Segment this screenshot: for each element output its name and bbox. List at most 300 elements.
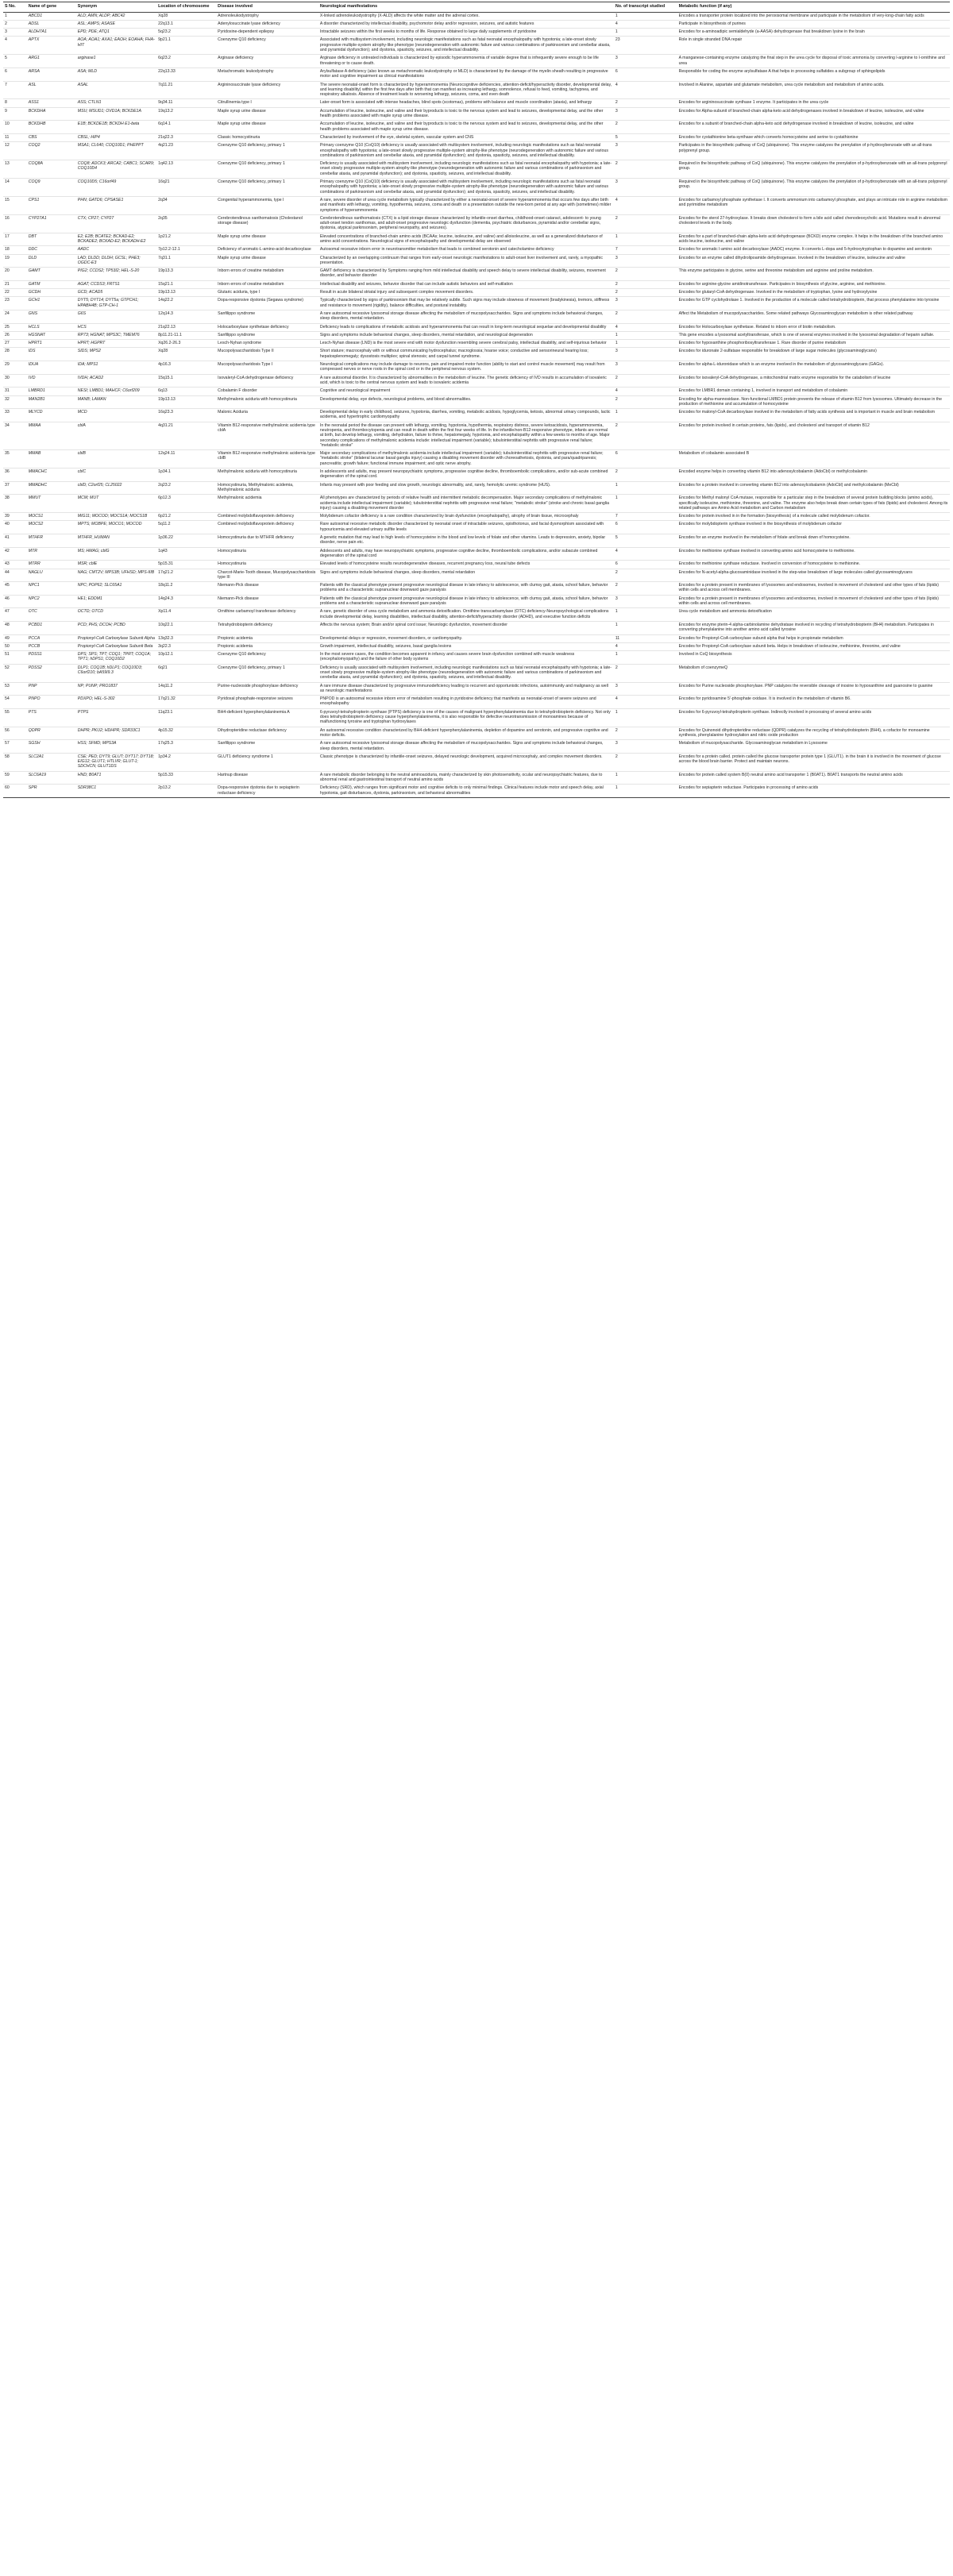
cell-function: Encodes for cystathionine beta-synthase which converts homocysteine and serine to cystathionine bbox=[677, 133, 950, 141]
cell-disease: Inborn errors of creatine metabolism bbox=[216, 280, 318, 288]
cell-disease: Sanfilippo syndrome bbox=[216, 310, 318, 323]
cell-gene: MLYCD bbox=[27, 409, 76, 422]
header-location: Location of chromosome bbox=[156, 2, 216, 13]
table-row bbox=[3, 121, 950, 134]
table-row bbox=[3, 664, 950, 682]
cell-neuro: PNPOD is an autosomal recessive inborn error of metabolism resulting in pyridoxine deficiency that manifests as neonatal-onset of severe seizures and encephalopathy bbox=[318, 696, 614, 709]
cell-transcripts: 2 bbox=[614, 214, 677, 233]
cell-transcripts: 6 bbox=[614, 521, 677, 534]
table-row bbox=[3, 268, 950, 281]
cell-function: Encodes for a part of branched-chain alpha-keto acid dehydrogenase (BCKD) enzyme complex. It helps in the breakdown of the branched amino acids leucine, isoleucine, and valine bbox=[677, 233, 950, 246]
cell-disease: Coenzyme Q10 deficiency bbox=[216, 37, 318, 55]
cell-gene: PNPO bbox=[27, 696, 76, 709]
cell-function: This gene encodes a lysosomal acetyltransferase, which is one of several enzymes involved in the lysosomal degradation of heparin sulfate. bbox=[677, 331, 950, 339]
cell-synonym: HSS; SFMD; MPS3A bbox=[76, 740, 156, 754]
header-gene: Name of gene bbox=[27, 2, 76, 13]
cell-synonym: cblD; C2orf25; CL25022 bbox=[76, 481, 156, 495]
cell-neuro: Infants may present with poor feeding and slow growth, neurologic abnormality, and, rarely, hemolytic uremic syndrome (HUS). bbox=[318, 481, 614, 495]
cell-sno: 23 bbox=[3, 297, 27, 310]
cell-location: 18q11.2 bbox=[156, 582, 216, 596]
cell-function: Encodes for molybdopterin synthase involved in the biosynthesis of molybdenum cofactor bbox=[677, 521, 950, 534]
table-row bbox=[3, 12, 950, 20]
cell-transcripts: 23 bbox=[614, 37, 677, 55]
cell-neuro: In the neonatal period the disease can present with lethargy, vomiting, hypotonia, hypothermia, respiratory distress, severe ketoacidosis, hyperammonemia, neutropenia, and thrombocytopenia and can result in death within the first four weeks of life. In the infantile/non-B12-responsive phenotype, infants are normal at birth, but develop lethargy, vomiting, dehydration, failure to thrive, hepatomegaly, hypotonia, and encephalopathy within a few weeks to months of age. Major secondary complications of methylmalonic acidemia include: intellectual impairment (variable); tubulointerstitial nephritis with progressive renal failure; "metabolic stroke" bbox=[318, 422, 614, 449]
cell-disease: Sanfilippo syndrome bbox=[216, 740, 318, 754]
cell-neuro: Accumulation of leucine, isoleucine, and valine and their byproducts is toxic to the nervous system and lead to seizures, developmental delay, and the other health problems associated with maple syrup urine disease. bbox=[318, 107, 614, 121]
cell-gene: MOCS2 bbox=[27, 521, 76, 534]
cell-location: 4p15.32 bbox=[156, 727, 216, 740]
cell-location: 1p34.2 bbox=[156, 753, 216, 771]
cell-function: Required in the biosynthetic pathway of CoQ (ubiquinone). This enzyme catalyzes the prenylation of p-hydroxybenzoate with an all-trans polyprenyl group. bbox=[677, 160, 950, 179]
cell-transcripts: 3 bbox=[614, 361, 677, 375]
table-row bbox=[3, 67, 950, 81]
table-row bbox=[3, 214, 950, 233]
cell-location: 6q14.1 bbox=[156, 121, 216, 134]
cell-synonym: Propionyl-CoA Carboxylase Subunit Beta bbox=[76, 642, 156, 650]
table-row bbox=[3, 513, 950, 521]
table-row bbox=[3, 142, 950, 160]
cell-neuro: Deficiency is usually associated with multisystem involvement, including neurologic manifestations such as fatal neonatal encephalopathy with hypotonia; a late-onset slowly progressive multiple-system atrophy-like phenotype (neurodegeneration with autonomic failure and various combinations of parkinsonism and cerebellar ataxia, and pyramidal dysfunction); and dystonia, spasticity, seizures, and intellectual disability. bbox=[318, 160, 614, 179]
cell-location: 2p13.2 bbox=[156, 785, 216, 798]
cell-disease: Coenzyme Q10 deficiency, primary 1 bbox=[216, 179, 318, 197]
cell-sno: 11 bbox=[3, 133, 27, 141]
cell-sno: 31 bbox=[3, 388, 27, 395]
cell-transcripts: 3 bbox=[614, 682, 677, 696]
cell-transcripts: 2 bbox=[614, 422, 677, 449]
table-row bbox=[3, 179, 950, 197]
cell-disease: Homocystinuria, Methylmalonic acidemia, Methylmalonic aciduria bbox=[216, 481, 318, 495]
cell-gene: BCKDHB bbox=[27, 121, 76, 134]
cell-transcripts: 1 bbox=[614, 12, 677, 20]
cell-synonym: COQ8; ADCK3; ARCA2; CABC1; SCAR9; COQ10D4 bbox=[76, 160, 156, 179]
cell-gene: MTR bbox=[27, 547, 76, 561]
cell-function: Encodes for aromatic l-amino acid decarboxylase (AADC) enzyme. It converts L-dopa and 5-hydroxytryptophan to dopamine and serotonin bbox=[677, 246, 950, 254]
cell-function: Encodes for enzyme pterin-4 alpha-carbinolamine dehydratase involved in recycling of tetrahydrobiopterin (BH4) metabolism. Participates in converting phenylalanine into another amino acid called tyrosine bbox=[677, 621, 950, 634]
table-row bbox=[3, 246, 950, 254]
cell-sno: 12 bbox=[3, 142, 27, 160]
cell-transcripts: 2 bbox=[614, 569, 677, 582]
cell-neuro: Result in acute bilateral striatal injury and subsequent complex movement disorders. bbox=[318, 289, 614, 297]
cell-synonym: PIG2; CCDS2; TP53I2; HEL-S-20 bbox=[76, 268, 156, 281]
cell-gene: PDSS2 bbox=[27, 664, 76, 682]
cell-disease: Arginase deficiency bbox=[216, 55, 318, 68]
table-row bbox=[3, 753, 950, 771]
cell-synonym: LAD; DLDD; DLDH; GCSL; PHE3; OGDC-E3 bbox=[76, 254, 156, 268]
cell-neuro: Signs and symptoms include behavioral changes, sleep disorders, mental retardation, and neurological degeneration bbox=[318, 331, 614, 339]
cell-sno: 22 bbox=[3, 289, 27, 297]
cell-synonym: Propionyl-CoA Carboxylase Subunit Alpha bbox=[76, 634, 156, 642]
table-row bbox=[3, 521, 950, 534]
cell-sno: 32 bbox=[3, 395, 27, 409]
cell-gene: COQ2 bbox=[27, 142, 76, 160]
cell-neuro: Lesch-Nyhan disease (LND) is the most severe end with motor dysfunction resembling severe cerebral palsy, intellectual disability, and self-injurious behavior bbox=[318, 340, 614, 348]
cell-location: 2q34 bbox=[156, 196, 216, 214]
table-row bbox=[3, 395, 950, 409]
cell-sno: 5 bbox=[3, 55, 27, 68]
header-transcripts: No. of transcript studied bbox=[614, 2, 677, 13]
cell-location: 7p12.2-12.1 bbox=[156, 246, 216, 254]
cell-sno: 4 bbox=[3, 37, 27, 55]
cell-function: Encodes for Propionyl-CoA carboxylase subunit beta. Helps in breakdown of isoleucine, methionine, threonine, and valine bbox=[677, 642, 950, 650]
cell-location: 17q25.3 bbox=[156, 740, 216, 754]
cell-synonym: CSE; PED; DYT9; GLUT; DYT17; DYT18; EIG12; GLUT1; HTLVR; GLUT-1; SDCHCN; GLUT1DS bbox=[76, 753, 156, 771]
cell-location: Xq28 bbox=[156, 12, 216, 20]
cell-gene: ALDH7A1 bbox=[27, 29, 76, 37]
cell-location: 14q22.2 bbox=[156, 297, 216, 310]
cell-sno: 7 bbox=[3, 81, 27, 99]
cell-neuro: Neurological complications may include damage to neurons, pain and impaired motor function (ability to start and control muscle movement) may result from compressed nerves or nerve roots in the spinal cord or in the peripheral nervous system. bbox=[318, 361, 614, 375]
cell-sno: 36 bbox=[3, 469, 27, 482]
cell-location: 22q13.33 bbox=[156, 67, 216, 81]
cell-location: 19p13.13 bbox=[156, 395, 216, 409]
cell-gene: MMACHC bbox=[27, 469, 76, 482]
cell-neuro: A disorder characterized by intellectual disability, psychomotor delay and/or regression, seizures, and autistic features bbox=[318, 20, 614, 28]
header-function: Metabolic function (if any) bbox=[677, 2, 950, 13]
cell-location: 17q21.32 bbox=[156, 696, 216, 709]
cell-neuro: Primary coenzyme Q10 (CoQ10) deficiency is usually associated with multisystem involvement, including neurologic manifestations such as fatal neonatal encephalopathy with hypotonia; a late-onset slowly progressive multiple-system atrophy-like phenotype (neurodegeneration with autonomic failure and various combinations of parkinsonism and cerebellar ataxia, and pyramidal dysfunction); and dystonia, spasticity, seizures, and intellectual disability. bbox=[318, 179, 614, 197]
cell-synonym: IVDH; ACAD2 bbox=[76, 374, 156, 388]
cell-neuro: GAMT deficiency is characterized by Symptoms ranging from mild intellectual disability and speech delay to severe intellectual disability, seizures, movement disorder, and behavior disorder bbox=[318, 268, 614, 281]
cell-synonym: AGAT; CCDS3; FRTS1 bbox=[76, 280, 156, 288]
cell-synonym: E2; E2B; BCATE2; BCKAD-E2; BCKADE2; BCKAD-E2; BCKADH-E2 bbox=[76, 233, 156, 246]
cell-sno: 42 bbox=[3, 547, 27, 561]
table-row bbox=[3, 569, 950, 582]
cell-transcripts: 5 bbox=[614, 534, 677, 548]
cell-function: Participates in the biosynthetic pathway of CoQ (ubiquinone). This enzyme catalyzes the prenylation of p-hydroxybenzoate with an all-trans polyprenyl group. bbox=[677, 142, 950, 160]
cell-sno: 47 bbox=[3, 608, 27, 622]
table-row bbox=[3, 595, 950, 608]
cell-sno: 28 bbox=[3, 348, 27, 361]
cell-synonym: MCD bbox=[76, 409, 156, 422]
table-row bbox=[3, 374, 950, 388]
table-row bbox=[3, 495, 950, 513]
table-row bbox=[3, 20, 950, 28]
cell-sno: 60 bbox=[3, 785, 27, 798]
cell-gene: ARSA bbox=[27, 67, 76, 81]
cell-transcripts: 1 bbox=[614, 29, 677, 37]
cell-gene: MOCS1 bbox=[27, 513, 76, 521]
cell-location: 15q21.1 bbox=[156, 280, 216, 288]
cell-function: Encodes for pyridoxamine 5'-phosphate oxidase. It is involved in the metabolism of vitamin B6. bbox=[677, 696, 950, 709]
cell-synonym: OCTD; OTCD bbox=[76, 608, 156, 622]
cell-function: Encodes for a protein present in membranes of lysosomes and endosomes, involved in movement of cholesterol and other types of fats (lipids) within cells and across cell membranes. bbox=[677, 595, 950, 608]
cell-function: Encodes for protein involved in in the formation (biosynthesis) of a molecule called molybdenum cofactor. bbox=[677, 513, 950, 521]
table-row bbox=[3, 621, 950, 634]
cell-gene: SLC2A1 bbox=[27, 753, 76, 771]
cell-neuro: Adolescents and adults, may have neuropsychiatric symptoms, progressive cognitive decline, thromboembolic complications, and/or subacute combined degeneration of the spinal cord bbox=[318, 547, 614, 561]
cell-neuro: Affects the nervous system; Brain and/or spinal cord issue; Neurologic dysfunction, movement disorder bbox=[318, 621, 614, 634]
cell-synonym: RP73; HGNAT; MPS3C; TMEM76 bbox=[76, 331, 156, 339]
cell-neuro: Autosomal recessive inborn error in neurotransmitter metabolism that leads to combined serotonin and catecholamine deficiency bbox=[318, 246, 614, 254]
cell-sno: 8 bbox=[3, 99, 27, 107]
cell-gene: IVD bbox=[27, 374, 76, 388]
gene-table bbox=[3, 2, 950, 798]
cell-synonym: MANB; LAMAN bbox=[76, 395, 156, 409]
cell-disease: Citrullinemia type I bbox=[216, 99, 318, 107]
cell-gene: PNP bbox=[27, 682, 76, 696]
cell-sno: 2 bbox=[3, 20, 27, 28]
cell-neuro: An autosomal recessive condition characterized by BH4-deficient hyperphenylalaninemia, depletion of dopamine and serotonin, and progressive cognitive and motor deficits. bbox=[318, 727, 614, 740]
cell-disease: Charcot-Marie-Tooth disease, Mucopolysaccharidosis type III bbox=[216, 569, 318, 582]
cell-location: 1p21.2 bbox=[156, 233, 216, 246]
cell-sno: 10 bbox=[3, 121, 27, 134]
cell-neuro: A genetic mutation that may lead to high levels of homocysteine in the blood and low levels of folate and other vitamins. Leads to depression, anxiety, bipolar disorder, nerve pain etc. bbox=[318, 534, 614, 548]
cell-location: 17q21.2 bbox=[156, 569, 216, 582]
cell-function: Involved in Alanine, aspartate and glutamate metabolism, urea cycle metabolism and metabolism of amino acids. bbox=[677, 81, 950, 99]
cell-neuro: Later-onset form is associated with intense headaches, blind spots (scotomas), problems with balance and muscle coordination (ataxia), and lethargy bbox=[318, 99, 614, 107]
cell-transcripts: 2 bbox=[614, 268, 677, 281]
cell-gene: LMBRD1 bbox=[27, 388, 76, 395]
header-disease: Disease involved bbox=[216, 2, 318, 13]
cell-gene: APTX bbox=[27, 37, 76, 55]
cell-location: 4q21.23 bbox=[156, 142, 216, 160]
cell-location: 1q42.13 bbox=[156, 160, 216, 179]
cell-synonym: MPTS; MOBPE; MOCO1; MOCOD bbox=[76, 521, 156, 534]
cell-gene: ABCD1 bbox=[27, 12, 76, 20]
cell-transcripts: 2 bbox=[614, 160, 677, 179]
cell-location: 21q22.3 bbox=[156, 133, 216, 141]
cell-gene: PTS bbox=[27, 708, 76, 727]
cell-location: 16q21 bbox=[156, 179, 216, 197]
cell-sno: 34 bbox=[3, 422, 27, 449]
cell-function: Encodes for carbamoyl phosphate synthetase I. It converts ammonium into carbamoyl phosphate, and plays an intricate role in arginine metabolism and pyrimidine metabolism bbox=[677, 196, 950, 214]
cell-location: 6p12.3 bbox=[156, 495, 216, 513]
cell-gene: PCCB bbox=[27, 642, 76, 650]
cell-sno: 35 bbox=[3, 450, 27, 469]
cell-sno: 44 bbox=[3, 569, 27, 582]
cell-disease: Coenzyme Q10 deficiency, primary 1 bbox=[216, 664, 318, 682]
cell-synonym: MSR; cblE bbox=[76, 561, 156, 569]
cell-disease: Hartnup disease bbox=[216, 771, 318, 785]
cell-disease: Tetrahydrobiopterin deficiency bbox=[216, 621, 318, 634]
cell-synonym: ASA; MLD bbox=[76, 67, 156, 81]
cell-location: 22q13.1 bbox=[156, 20, 216, 28]
cell-disease: Vitamin B12-responsive methylmalonic acidemia type cblB bbox=[216, 450, 318, 469]
cell-sno: 52 bbox=[3, 664, 27, 682]
cell-transcripts: 6 bbox=[614, 450, 677, 469]
cell-neuro: 6-pyruvoyl-tetrahydropterin synthase (PTPS) deficiency is one of the causes of malignant hyperphenylalaninemia due to tetrahydrobiopterin deficiency. Not only does tetrahydrobiopterin deficiency cause hyperphenylalaninemia, it is also responsible for defective neurotransmission of monoamines because of malfunctioning tyrosine and tryptophan hydroxylases bbox=[318, 708, 614, 727]
cell-sno: 16 bbox=[3, 214, 27, 233]
cell-transcripts: 1 bbox=[614, 481, 677, 495]
table-row bbox=[3, 280, 950, 288]
cell-location: 4q31.21 bbox=[156, 422, 216, 449]
cell-function: Encodes for protein involved in certain proteins, fats (lipids), and cholesterol and transport of vitamin B12 bbox=[677, 422, 950, 449]
cell-disease: Mucopolysaccharidosis Type II bbox=[216, 348, 318, 361]
cell-sno: 9 bbox=[3, 107, 27, 121]
cell-transcripts: 4 bbox=[614, 388, 677, 395]
cell-synonym: DPS; SPS; TPT; COQ1; TPRT; COQ1A; TPT1; hDPS1; COQ10D2 bbox=[76, 651, 156, 665]
table-row bbox=[3, 561, 950, 569]
cell-function: Encodes for a protein called. protein called the glucose transporter protein type 1 (GLUT1). in the brain it is involved in the movement of glucose across the blood brain barrier. Protect and maintain neurons. bbox=[677, 753, 950, 771]
cell-transcripts: 6 bbox=[614, 67, 677, 81]
cell-location: Xq26.2-26.3 bbox=[156, 340, 216, 348]
table-row bbox=[3, 708, 950, 727]
table-row bbox=[3, 547, 950, 561]
cell-disease: Methylmalonic aciduria with homocystinuria bbox=[216, 395, 318, 409]
cell-disease: Homocystinuria bbox=[216, 547, 318, 561]
cell-gene: ASL bbox=[27, 81, 76, 99]
cell-location: 5p15.33 bbox=[156, 771, 216, 785]
cell-sno: 39 bbox=[3, 513, 27, 521]
cell-location: 14q24.3 bbox=[156, 595, 216, 608]
cell-sno: 57 bbox=[3, 740, 27, 754]
cell-disease: BH4-deficient hyperphenylalaninemia A bbox=[216, 708, 318, 727]
cell-sno: 37 bbox=[3, 481, 27, 495]
cell-sno: 40 bbox=[3, 521, 27, 534]
cell-synonym: MTHFR_HUMAN bbox=[76, 534, 156, 548]
cell-transcripts: 3 bbox=[614, 740, 677, 754]
cell-gene: SGSH bbox=[27, 740, 76, 754]
cell-function: Involved in CoQ biosynthesis bbox=[677, 651, 950, 665]
cell-sno: 54 bbox=[3, 696, 27, 709]
cell-location: 1p34.1 bbox=[156, 469, 216, 482]
cell-transcripts: 3 bbox=[614, 297, 677, 310]
cell-sno: 51 bbox=[3, 651, 27, 665]
cell-disease: Methylmalonic aciduria with homocystinuria bbox=[216, 469, 318, 482]
table-body bbox=[3, 12, 950, 797]
cell-function: Encodes for GTP cyclohydrolase 1. Involved in the production of a molecule called tetrahydrobiopterin, that process phenylalanine into tyrosine bbox=[677, 297, 950, 310]
cell-synonym: arginase1 bbox=[76, 55, 156, 68]
table-row bbox=[3, 361, 950, 375]
cell-gene: ADSL bbox=[27, 20, 76, 28]
table-row bbox=[3, 29, 950, 37]
cell-function: Encodes for alpha-L-iduronidase which is an enzyme involved in the metabolism of glycosaminoglycans (GAGs). bbox=[677, 361, 950, 375]
cell-location: 2q35 bbox=[156, 214, 216, 233]
cell-transcripts: 1 bbox=[614, 608, 677, 622]
cell-neuro: Developmental delay, eye defects, neurological problems, and blood abnormalities. bbox=[318, 395, 614, 409]
cell-synonym: ASAL bbox=[76, 81, 156, 99]
cell-gene: NAGLU bbox=[27, 569, 76, 582]
cell-neuro: A rare autosomal recessive lysosomal storage disease affecting the metabolism of mucopolysaccharides. Signs and symptoms include behavioral changes, sleep disorders, mental retardation. bbox=[318, 740, 614, 754]
cell-gene: SLC6A19 bbox=[27, 771, 76, 785]
cell-sno: 53 bbox=[3, 682, 27, 696]
cell-disease: Isovaleryl-CoA dehydrogenase deficiency bbox=[216, 374, 318, 388]
header-synonym: Synonym bbox=[76, 2, 156, 13]
cell-gene: GCH1 bbox=[27, 297, 76, 310]
cell-neuro: Accumulation of leucine, isoleucine, and valine and their byproducts is toxic to the nervous system and lead to seizures, developmental delay, and the other health problems associated with maple syrup urine disease. bbox=[318, 121, 614, 134]
cell-transcripts: 1 bbox=[614, 340, 677, 348]
cell-disease: Coenzyme Q10 deficiency, primary 1 bbox=[216, 160, 318, 179]
cell-transcripts: 4 bbox=[614, 696, 677, 709]
cell-sno: 38 bbox=[3, 495, 27, 513]
table-row bbox=[3, 642, 950, 650]
cell-gene: HGSNAT bbox=[27, 331, 76, 339]
cell-gene: PDSS1 bbox=[27, 651, 76, 665]
cell-disease: Mucopolysaccharidosis Type I bbox=[216, 361, 318, 375]
table-row bbox=[3, 651, 950, 665]
cell-function: Metabolism of coenzymeQ bbox=[677, 664, 950, 682]
cell-synonym: NAG; CMT2V; MPS3B; UFHSD; MPS-IIIB bbox=[76, 569, 156, 582]
cell-function: Encodes for a subunit of branched-chain alpha-keto acid dehydrogenase involved in breakdown of leucine, isoleucine, and valine bbox=[677, 121, 950, 134]
cell-function: Encodes for arginine-glycine amidinotransferase. Participates in biosynthesis of glycine, arginine, and methionine. bbox=[677, 280, 950, 288]
table-row bbox=[3, 310, 950, 323]
cell-synonym: MCM; MUT bbox=[76, 495, 156, 513]
cell-disease: Vitamin B12-responsive methylmalonic acidemia type cblA bbox=[216, 422, 318, 449]
cell-disease: Classic homocystinuria bbox=[216, 133, 318, 141]
cell-location: 9q34.11 bbox=[156, 99, 216, 107]
cell-gene: GNS bbox=[27, 310, 76, 323]
cell-neuro: Characterized by an overlapping continuum that ranges from early-onset neurologic manifestations to adult-onset liver involvement and, rarely, a myopathic presentation. bbox=[318, 254, 614, 268]
cell-sno: 30 bbox=[3, 374, 27, 388]
cell-disease: Maple syrup urine disease bbox=[216, 121, 318, 134]
cell-location: 10p12.1 bbox=[156, 651, 216, 665]
cell-neuro: A rare metabolic disorder belonging to the neutral aminoaciduria, mainly characterized by skin photosensitivity, ocular and neuropsychiatric features, due to abnormal renal and gastrointestinal transport of neutral amino acids bbox=[318, 771, 614, 785]
cell-transcripts: 4 bbox=[614, 642, 677, 650]
cell-transcripts: 4 bbox=[614, 81, 677, 99]
cell-synonym: MS; HMAG; cblG bbox=[76, 547, 156, 561]
cell-location: 15q15.1 bbox=[156, 374, 216, 388]
cell-function: Encodes a transporter protein localized into the peroxisomal membrane and participate in the metabolism of very-long-chain fatty acids bbox=[677, 12, 950, 20]
cell-synonym: HPRT; HGPRT bbox=[76, 340, 156, 348]
cell-function: Encodes for hypoxanthine phosphoribosyltransferase 1. Rare disorder of purine metabolism bbox=[677, 340, 950, 348]
table-row bbox=[3, 81, 950, 99]
cell-sno: 20 bbox=[3, 268, 27, 281]
cell-sno: 25 bbox=[3, 323, 27, 331]
cell-gene: COQ9 bbox=[27, 179, 76, 197]
cell-gene: GAMT bbox=[27, 268, 76, 281]
cell-disease: Coenzyme Q10 deficiency bbox=[216, 651, 318, 665]
cell-synonym: AADC bbox=[76, 246, 156, 254]
cell-transcripts: 3 bbox=[614, 348, 677, 361]
table-row bbox=[3, 469, 950, 482]
cell-neuro: Major secondary complications of methylmalonic acidemia include intellectual impairment (variable); tubulointerstitial nephritis with progressive renal failure; "metabolic stroke" (bilateral lacunar basal ganglia injury) causing a disabling movement disorder with choreoathetosis, dystonia, and para/quadriparesis; pancreatitis; growth failure; functional immune impairment; and optic nerve atrophy. bbox=[318, 450, 614, 469]
cell-function: Encodes for sepiapterin reductase. Participates in processing of amino acids bbox=[677, 785, 950, 798]
cell-location: 13q32.3 bbox=[156, 634, 216, 642]
cell-sno: 58 bbox=[3, 753, 27, 771]
cell-transcripts: 3 bbox=[614, 595, 677, 608]
cell-sno: 43 bbox=[3, 561, 27, 569]
cell-gene: GCDH bbox=[27, 289, 76, 297]
cell-synonym: HND; B0AT1 bbox=[76, 771, 156, 785]
cell-synonym: GCD; ACAD5 bbox=[76, 289, 156, 297]
cell-neuro: In adolescents and adults, may present neuropsychiatric symptoms, progressive cognitive decline, thromboembolic complications, and/or sub-acute combined degeneration of the spinal cord. bbox=[318, 469, 614, 482]
cell-transcripts: 2 bbox=[614, 121, 677, 134]
cell-location: 10q22.1 bbox=[156, 621, 216, 634]
cell-function: Encodes for protein called system B(0) neutral amino acid transporter 1 (B0AT1). B0AT1 transports the neutral amino acids bbox=[677, 771, 950, 785]
cell-transcripts: 5 bbox=[614, 133, 677, 141]
cell-neuro: Deficiency leads to complications of metabolic acidosis and hyperammonemia that can result in long-term neurological sequelae and developmental disability bbox=[318, 323, 614, 331]
cell-transcripts: 2 bbox=[614, 99, 677, 107]
cell-disease: Dihydropteridine reductase deficiency bbox=[216, 727, 318, 740]
cell-synonym: IDA; MPS1 bbox=[76, 361, 156, 375]
cell-transcripts: 3 bbox=[614, 179, 677, 197]
cell-synonym: HE1; EDDM1 bbox=[76, 595, 156, 608]
cell-location: 7q11.21 bbox=[156, 81, 216, 99]
cell-location: 3q22.3 bbox=[156, 642, 216, 650]
cell-sno: 29 bbox=[3, 361, 27, 375]
cell-gene: HCLS bbox=[27, 323, 76, 331]
cell-location: 6q21 bbox=[156, 664, 216, 682]
cell-synonym: COQ10D5; C16orf49 bbox=[76, 179, 156, 197]
table-row bbox=[3, 682, 950, 696]
cell-synonym: DHPR; PKU2; HDHPR; SDR33C1 bbox=[76, 727, 156, 740]
cell-function: Encodes for Holocarboxylase synthetase. Related to inborn error of biotin metabolism. bbox=[677, 323, 950, 331]
cell-neuro: Cerebrotendinous xanthomatosis (CTX) is a lipid storage disease characterized by infantile-onset diarrhea, childhood-onset cataract, adolescent- to young adult-onset tendon xanthomas, and adult-onset progressive neurologic dysfunction (dementia, psychiatric disturbances, pyramidal and/or cerebellar signs, dystonia, atypical parkinsonism, peripheral neuropathy, and seizures). bbox=[318, 214, 614, 233]
cell-gene: COQ8A bbox=[27, 160, 76, 179]
cell-transcripts: 2 bbox=[614, 280, 677, 288]
header-row bbox=[3, 2, 950, 13]
cell-disease: Argininosuccinate lyase deficiency bbox=[216, 81, 318, 99]
table-row bbox=[3, 481, 950, 495]
cell-sno: 18 bbox=[3, 246, 27, 254]
table-row bbox=[3, 160, 950, 179]
table-row bbox=[3, 771, 950, 785]
cell-sno: 49 bbox=[3, 634, 27, 642]
cell-location: 4p16.3 bbox=[156, 361, 216, 375]
cell-function: Encodes for malonyl-CoA decarboxylase involved in the metabolism of fatty acids synthesis and is important in muscle and brain metabolism bbox=[677, 409, 950, 422]
cell-location: 8p11.21-11.1 bbox=[156, 331, 216, 339]
cell-gene: IDS bbox=[27, 348, 76, 361]
